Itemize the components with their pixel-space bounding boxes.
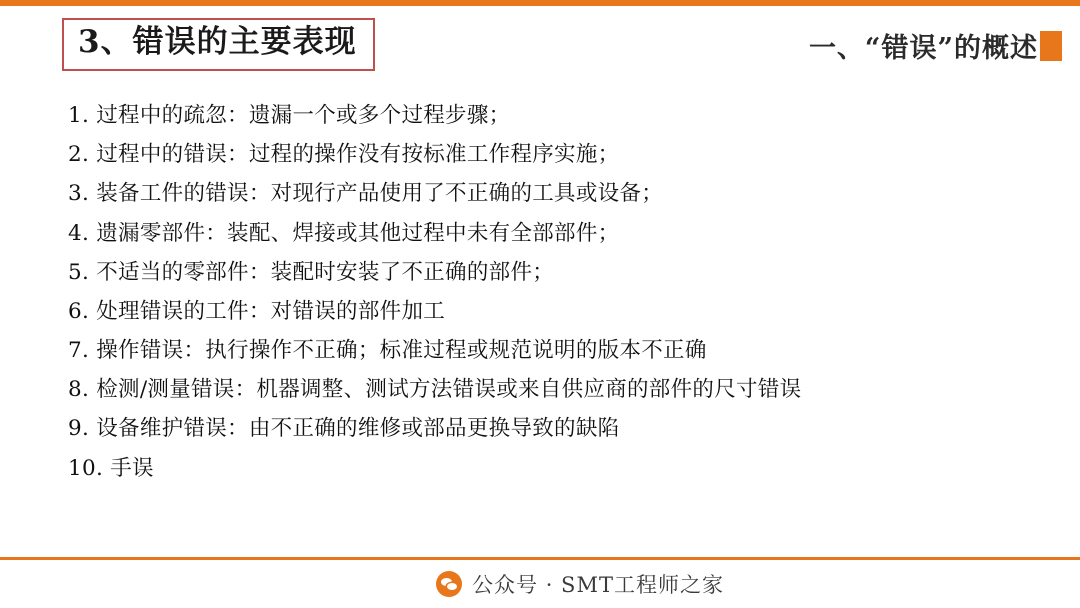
list-item: 8. 检测/测量错误：机器调整、测试方法错误或来自供应商的部件的尺寸错误 [68,377,802,403]
list-item: 7. 操作错误：执行操作不正确；标准过程或规范说明的版本不正确 [68,338,707,364]
footer-bar [0,560,1080,608]
list-item: 10. 手误 [68,455,154,481]
top-accent-rule [0,0,1080,6]
list-item: 6. 处理错误的工件：对错误的部件加工 [68,298,446,324]
wechat-icon [436,571,462,597]
list-item: 5. 不适当的零部件：装配时安装了不正确的部件； [68,259,555,285]
list-item: 4. 遗漏零部件：装配、焊接或其他过程中未有全部部件； [68,220,620,246]
slide-title-box [62,18,375,71]
section-label: 一、“错误”的概述 [808,33,1038,64]
section-header [809,26,1062,65]
list-item: 2. 过程中的错误：过程的操作没有按标准工作程序实施； [68,142,620,168]
content-list [68,100,1028,492]
watermark [436,569,724,599]
watermark-label: 公众号 · SMT工程师之家 [472,573,724,597]
page-title: 3、错误的主要表现 [78,24,357,60]
list-item: 1. 过程中的疏忽：遗漏一个或多个过程步骤； [68,103,511,128]
list-item: 9. 设备维护错误：由不正确的维修或部品更换导致的缺陷 [68,416,620,442]
list-item: 3. 装备工件的错误：对现行产品使用了不正确的工具或设备； [68,181,664,207]
section-marker-block [1040,31,1062,61]
